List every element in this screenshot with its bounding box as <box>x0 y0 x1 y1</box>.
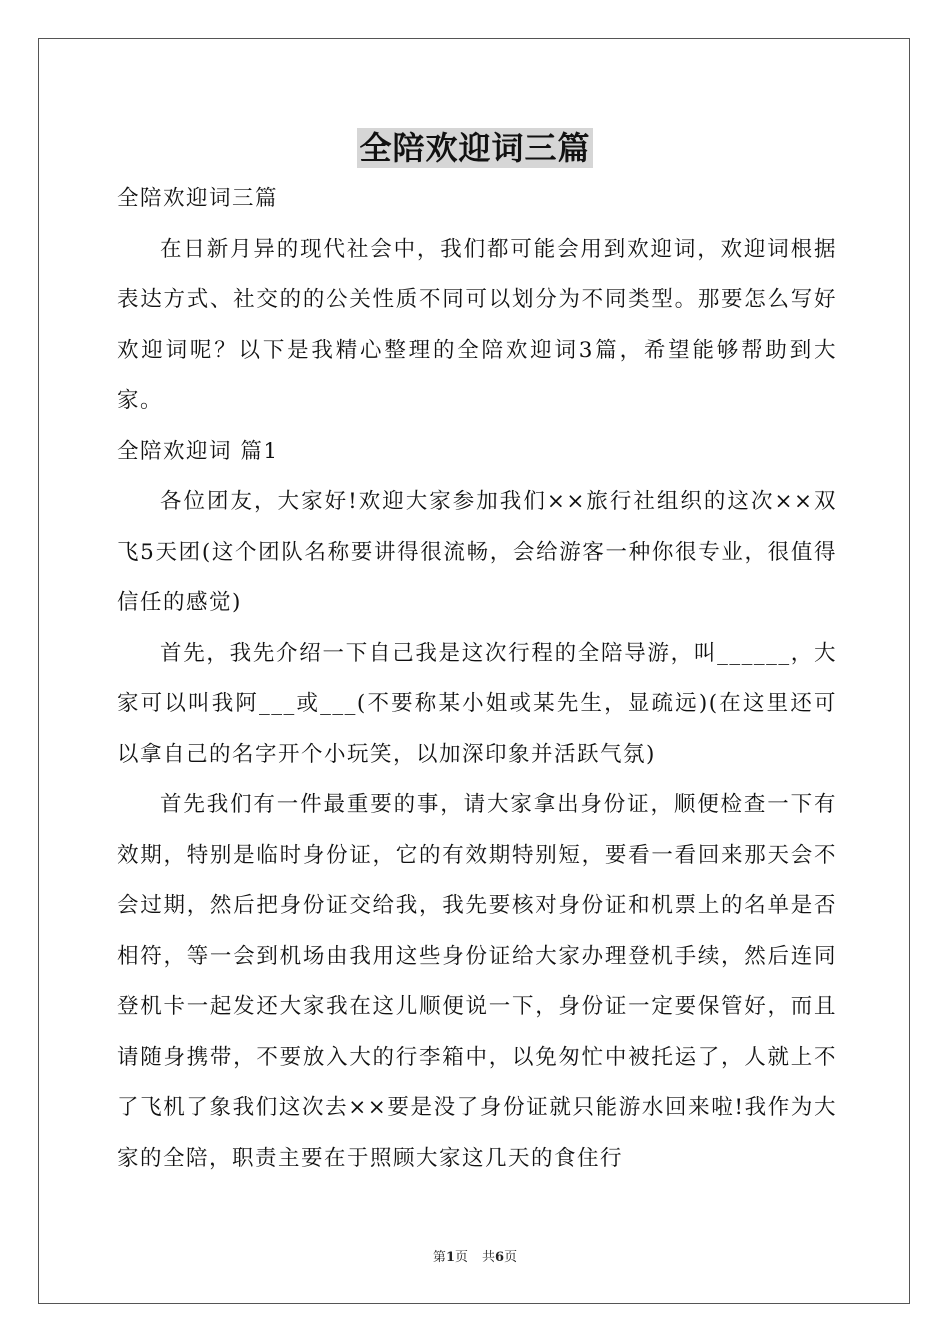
subtitle-paragraph: 全陪欢迎词三篇 <box>117 186 279 211</box>
body-paragraph-introduction: 首先，我先介绍一下自己我是这次行程的全陪导游，叫______，大家可以叫我阿___或___(不要称某小姐或某先生，显疏远)(在这里还可以拿自己的名字开个小玩笑，以加深印象并活跃气氛) <box>117 640 837 767</box>
footer-prefix: 第 <box>432 1250 446 1265</box>
section-heading: 全陪欢迎词 篇1 <box>117 438 279 464</box>
page-footer <box>0 1246 950 1265</box>
intro-paragraph: 在日新月异的现代社会中，我们都可能会用到欢迎词，欢迎词根据表达方式、社交的的公关性质不同可以划分为不同类型。那要怎么写好欢迎词呢？以下是我精心整理的全陪欢迎词3篇，希望能够帮助到大家。 <box>117 236 837 413</box>
footer-total-pages: 6 <box>495 1250 505 1265</box>
footer-page-number: 1 <box>445 1250 455 1265</box>
document-title <box>0 128 950 168</box>
document-title-text: 全陪欢迎词三篇 <box>359 129 591 167</box>
footer-total-prefix: 共 <box>482 1250 496 1265</box>
footer-total-suffix: 页 <box>504 1250 518 1265</box>
body-paragraph-id-card: 首先我们有一件最重要的事，请大家拿出身份证，顺便检查一下有效期，特别是临时身份证，它的有效期特别短，要看一看回来那天会不会过期，然后把身份证交给我，我先要核对身份证和机票上的名单是否相符，等一会到机场由我用这些身份证给大家办理登机手续，然后连同登机卡一起发还大家我在这儿顺便说一下，身份证一定要保管好，而且请随身携带，不要放入大的行李箱中，以免匆忙中被托运了，人就上不了飞机了象我们这次去××要是没了身份证就只能游水回来啦!我作为大家的全陪，职责主要在于照顾大家这几天的食住行 <box>117 792 837 1171</box>
footer-page-suffix: 页 <box>454 1250 468 1265</box>
body-paragraph-greeting: 各位团友，大家好!欢迎大家参加我们××旅行社组织的这次××双飞5天团(这个团队名称要讲得很流畅，会给游客一种你很专业，很值得信任的感觉) <box>117 489 837 615</box>
document-body <box>117 174 837 1184</box>
